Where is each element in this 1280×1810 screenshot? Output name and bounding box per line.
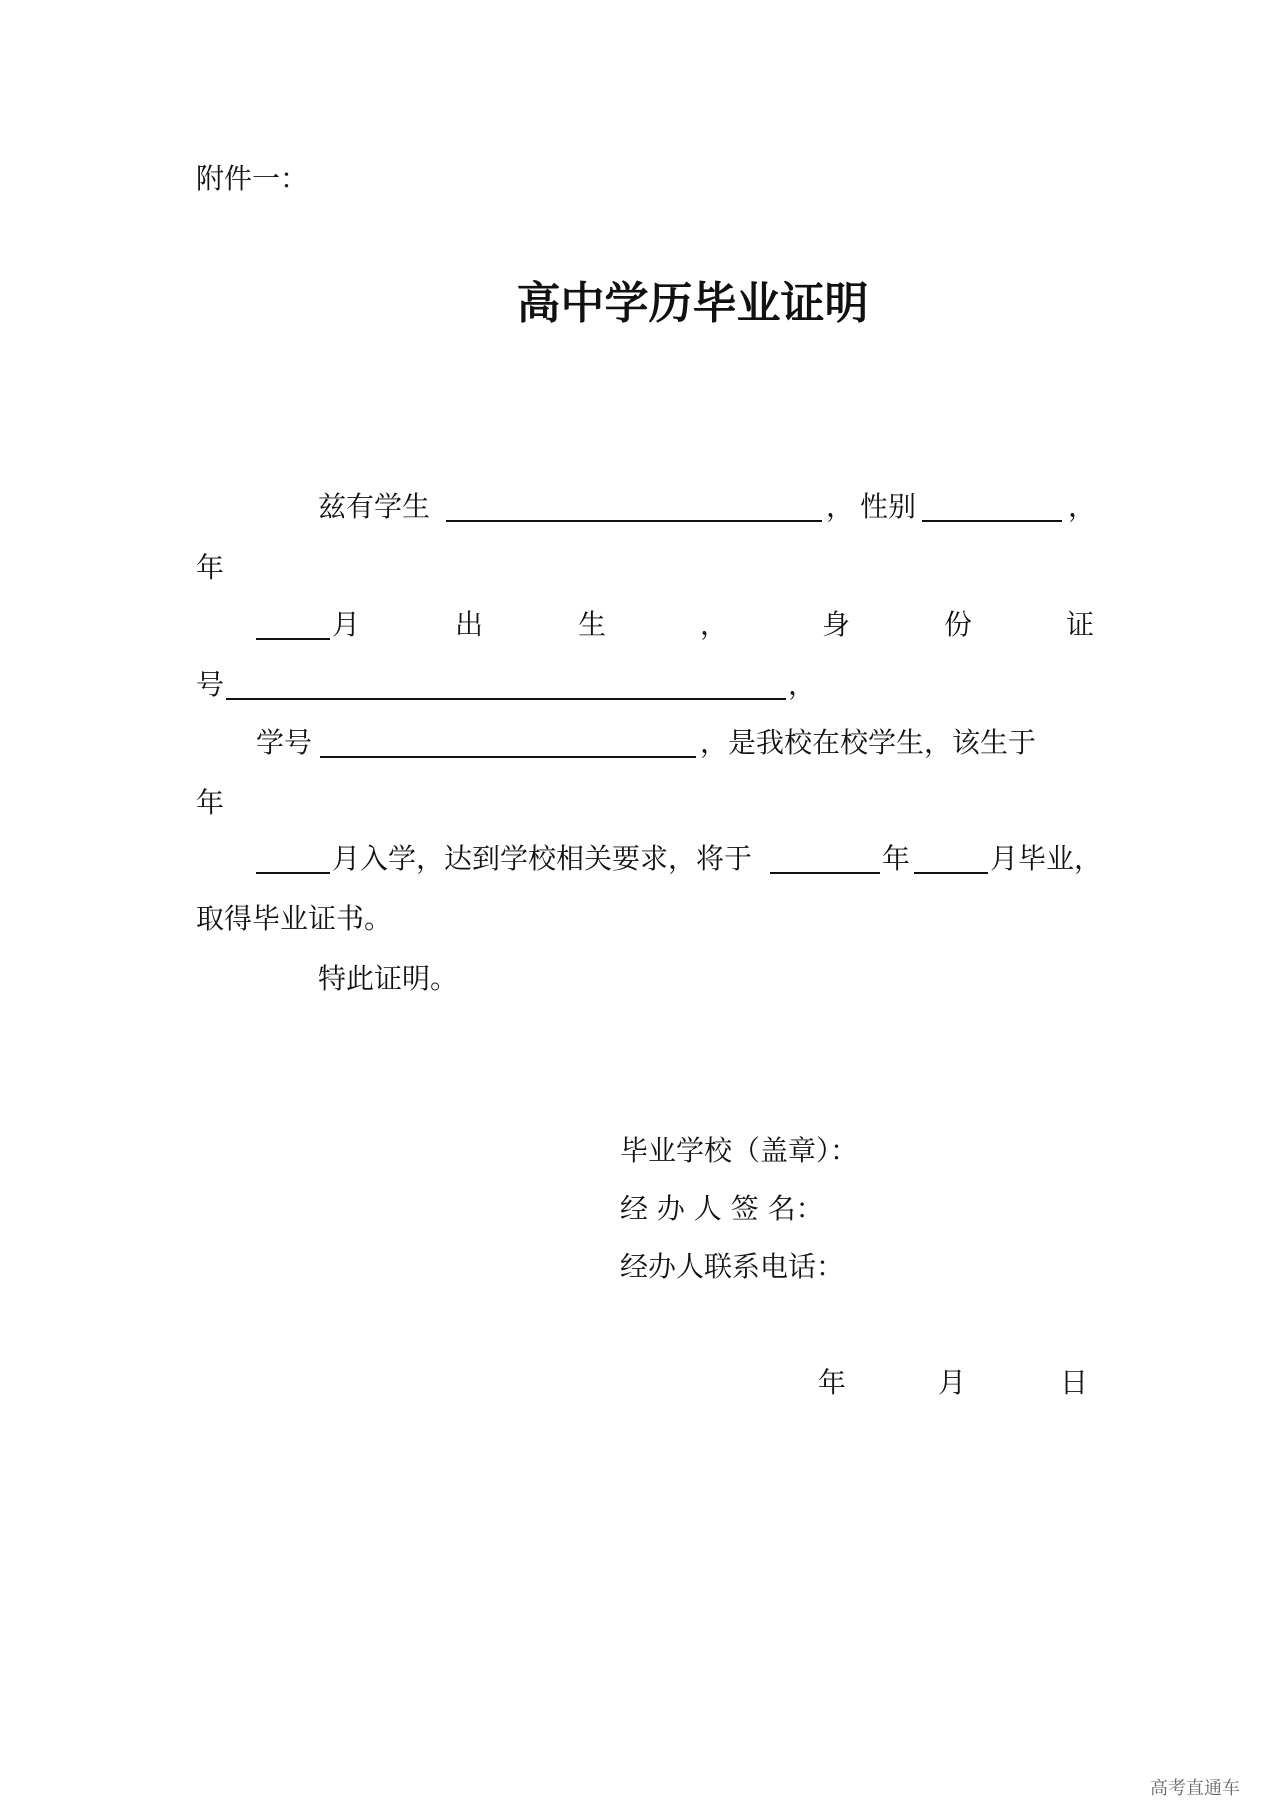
id-hao-label: 号	[196, 668, 225, 701]
attachment-label: 附件一：	[196, 162, 309, 195]
year-label: 年	[882, 842, 911, 875]
document-title: 高中学历毕业证明	[516, 278, 869, 329]
student-id-blank[interactable]	[320, 756, 696, 758]
student-prefix: 兹有学生	[318, 490, 431, 523]
grad-month-blank[interactable]	[914, 872, 988, 874]
watermark: 高考直通车	[1150, 1778, 1240, 1799]
date-month: 月	[938, 1366, 967, 1399]
year-label: 年	[196, 786, 225, 819]
id-char: 身	[822, 608, 851, 641]
date-year: 年	[818, 1366, 847, 1399]
comma: ，	[700, 608, 729, 641]
id-char: 证	[1066, 608, 1095, 641]
birth-month-blank[interactable]	[256, 638, 330, 640]
birth-char: 出	[455, 608, 484, 641]
comma: ，	[788, 668, 817, 701]
birth-char: 生	[578, 608, 607, 641]
id-number-blank[interactable]	[226, 698, 786, 700]
year-label: 年	[196, 551, 225, 584]
enroll-text: 月入学，达到学校相关要求，将于	[332, 842, 753, 875]
month-label: 月	[332, 608, 361, 641]
student-id-label: 学号	[256, 726, 313, 759]
id-char: 份	[944, 608, 973, 641]
grad-year-blank[interactable]	[770, 872, 880, 874]
comma: ，	[826, 490, 855, 523]
certificate-text: 取得毕业证书。	[196, 902, 393, 935]
gender-label: 性别	[860, 490, 917, 523]
gender-blank[interactable]	[922, 520, 1062, 522]
comma: ，	[1068, 490, 1097, 523]
school-stamp-label: 毕业学校（盖章）：	[620, 1134, 859, 1167]
closing-text: 特此证明。	[318, 962, 459, 995]
handler-phone-label: 经办人联系电话：	[620, 1250, 845, 1283]
graduation-text: 月毕业，	[990, 842, 1103, 875]
date-day: 日	[1060, 1366, 1089, 1399]
handler-signature-label: 经 办 人 签 名：	[620, 1192, 824, 1225]
student-name-blank[interactable]	[446, 520, 822, 522]
enroll-month-blank[interactable]	[256, 872, 330, 874]
enrollment-text: ，是我校在校学生，该生于	[700, 726, 1037, 759]
